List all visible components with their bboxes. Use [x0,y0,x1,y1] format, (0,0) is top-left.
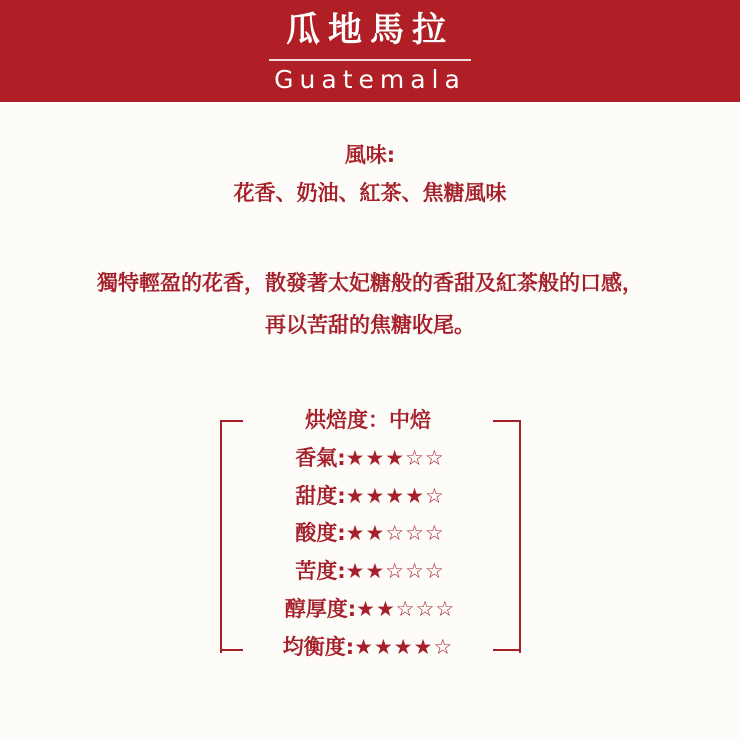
title-divider [269,59,471,61]
rating-label: 甜度: [295,484,346,508]
flavor-notes: 花香、奶油、紅茶、焦糖風味 [233,181,507,205]
title-english: Guatemala [274,65,466,94]
star-rating-icon: ★★★☆☆ [345,446,445,470]
star-rating-icon: ★★★★☆ [345,484,445,508]
rating-label: 醇厚度: [284,597,357,621]
rating-sweetness [0,481,740,511]
rating-bitterness [0,556,740,586]
rating-acidity [0,518,740,548]
star-rating-icon: ★★☆☆☆ [356,597,456,621]
star-rating-icon: ★★★★☆ [354,635,454,659]
rating-balance [243,632,493,662]
rating-body [0,594,740,624]
rating-aroma [0,443,740,473]
title-chinese: 瓜地馬拉 [286,10,454,50]
header-banner [0,0,740,102]
flavor-label: 風味: [344,143,396,167]
description-line-2: 再以苦甜的焦糖收尾。 [265,313,475,337]
rating-label: 酸度: [295,521,346,545]
rating-label: 香氣: [295,446,346,470]
star-rating-icon: ★★☆☆☆ [345,559,445,583]
rating-label: 均衡度: [282,635,355,659]
description-line-1: 獨特輕盈的花香，散發著太妃糖般的香甜及紅茶般的口感， [97,271,643,295]
right-bracket-bottom [493,649,519,651]
left-bracket-bottom [220,649,243,651]
rating-label: 苦度: [295,559,346,583]
roast-level: 烘焙度：中焙 [243,405,493,435]
star-rating-icon: ★★☆☆☆ [345,521,445,545]
